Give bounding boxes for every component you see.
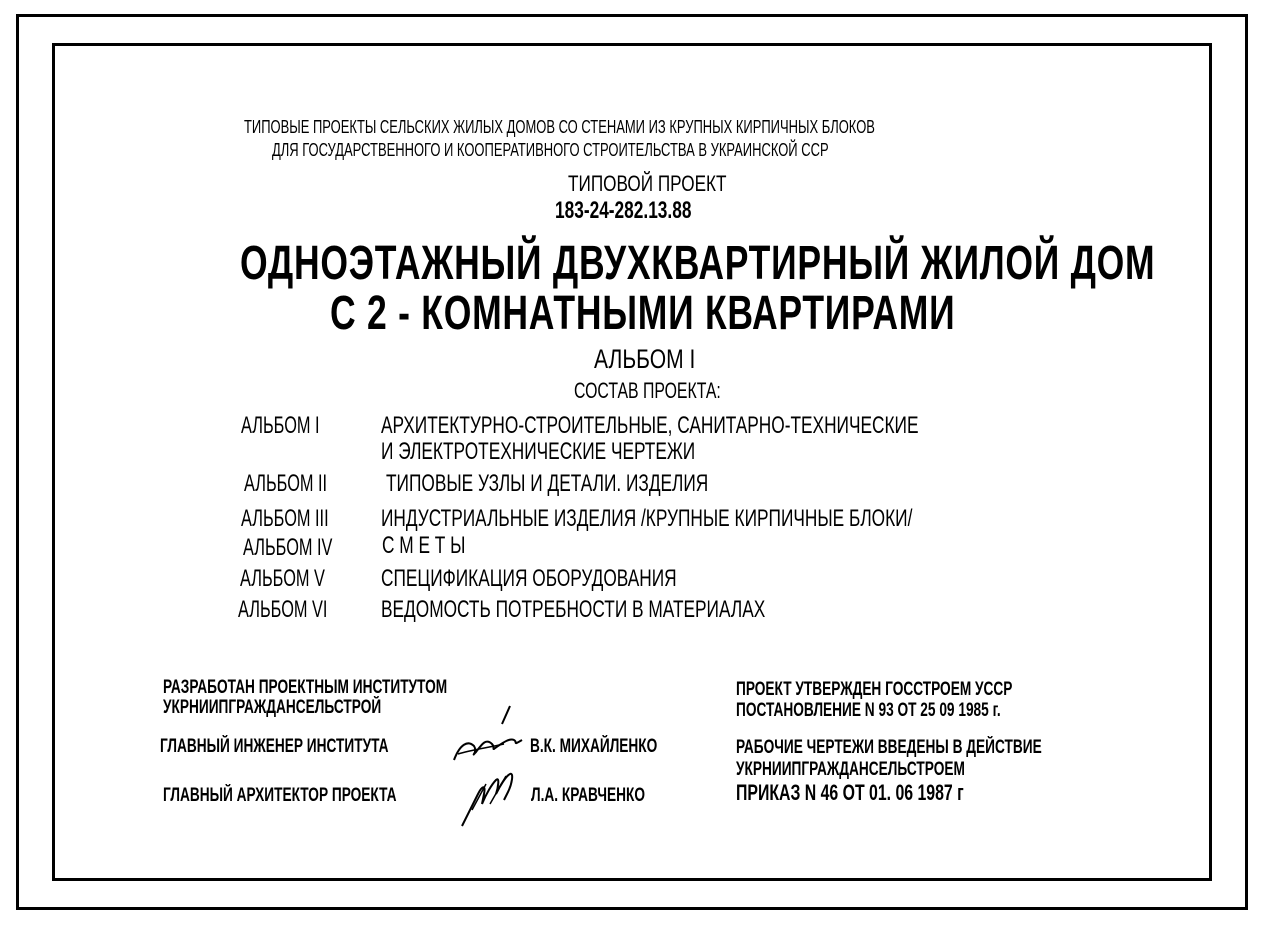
album-label: АЛЬБОМ II bbox=[244, 470, 328, 497]
album-label: АЛЬБОМ III bbox=[241, 505, 329, 532]
project-number: 183-24-282.13.88 bbox=[555, 197, 692, 224]
enacted-line-2: УКРНИИПГРАЖДАНСЕЛЬСТРОЕМ bbox=[736, 759, 965, 780]
series-line-2: ДЛЯ ГОСУДАРСТВЕННОГО И КООПЕРАТИВНОГО СТРОИТЕЛЬСТВА В УКРАИНСКОЙ ССР bbox=[272, 140, 829, 160]
enacted-line-3: ПРИКАЗ N 46 ОТ 01. 06 1987 г bbox=[736, 780, 964, 805]
chief-architect-role: ГЛАВНЫЙ АРХИТЕКТОР ПРОЕКТА bbox=[163, 785, 397, 806]
enacted-line-1: РАБОЧИЕ ЧЕРТЕЖИ ВВЕДЕНЫ В ДЕЙСТВИЕ bbox=[736, 737, 1042, 758]
title-line-1: ОДНОЭТАЖНЫЙ ДВУХКВАРТИРНЫЙ ЖИЛОЙ ДОМ bbox=[240, 237, 1156, 290]
developer-line-1: РАЗРАБОТАН ПРОЕКТНЫМ ИНСТИТУТОМ bbox=[163, 677, 448, 698]
album-text: СПЕЦИФИКАЦИЯ ОБОРУДОВАНИЯ bbox=[381, 565, 677, 592]
title-line-2: С 2 - КОМНАТНЫМИ КВАРТИРАМИ bbox=[330, 287, 956, 340]
album-text: ТИПОВЫЕ УЗЛЫ И ДЕТАЛИ. ИЗДЕЛИЯ bbox=[386, 470, 709, 497]
album-text: С М Е Т Ы bbox=[382, 532, 466, 559]
series-line-1: ТИПОВЫЕ ПРОЕКТЫ СЕЛЬСКИХ ЖИЛЫХ ДОМОВ СО СТЕНАМИ ИЗ КРУПНЫХ КИРПИЧНЫХ БЛОКОВ bbox=[244, 117, 875, 137]
approved-line-1: ПРОЕКТ УТВЕРЖДЕН ГОССТРОЕМ УССР bbox=[736, 679, 1013, 700]
composition-heading: СОСТАВ ПРОЕКТА: bbox=[574, 378, 721, 403]
project-label: ТИПОВОЙ ПРОЕКТ bbox=[568, 171, 727, 196]
developer-line-2: УКРНИИПГРАЖДАНСЕЛЬСТРОЙ bbox=[163, 697, 382, 718]
chief-architect-name: Л.А. КРАВЧЕНКО bbox=[531, 785, 645, 806]
chief-engineer-name: В.К. МИХАЙЛЕНКО bbox=[530, 736, 658, 757]
album-heading: АЛЬБОМ I bbox=[594, 344, 696, 374]
album-label: АЛЬБОМ VI bbox=[238, 596, 328, 623]
album-text-continued: И ЭЛЕКТРОТЕХНИЧЕСКИЕ ЧЕРТЕЖИ bbox=[381, 438, 696, 465]
chief-engineer-role: ГЛАВНЫЙ ИНЖЕНЕР ИНСТИТУТА bbox=[160, 736, 389, 757]
album-text: ВЕДОМОСТЬ ПОТРЕБНОСТИ В МАТЕРИАЛАХ bbox=[381, 596, 766, 623]
architect-signature bbox=[456, 764, 526, 830]
album-label: АЛЬБОМ I bbox=[241, 412, 320, 439]
engineer-signature bbox=[450, 704, 530, 766]
album-label: АЛЬБОМ V bbox=[240, 565, 325, 592]
album-label: АЛЬБОМ IV bbox=[243, 534, 333, 561]
album-text: ИНДУСТРИАЛЬНЫЕ ИЗДЕЛИЯ /КРУПНЫЕ КИРПИЧНЫЕ БЛОКИ/ bbox=[381, 505, 913, 532]
approved-line-2: ПОСТАНОВЛЕНИЕ N 93 ОТ 25 09 1985 г. bbox=[736, 700, 1001, 721]
album-text: АРХИТЕКТУРНО-СТРОИТЕЛЬНЫЕ, САНИТАРНО-ТЕХНИЧЕСКИЕ bbox=[381, 412, 919, 439]
